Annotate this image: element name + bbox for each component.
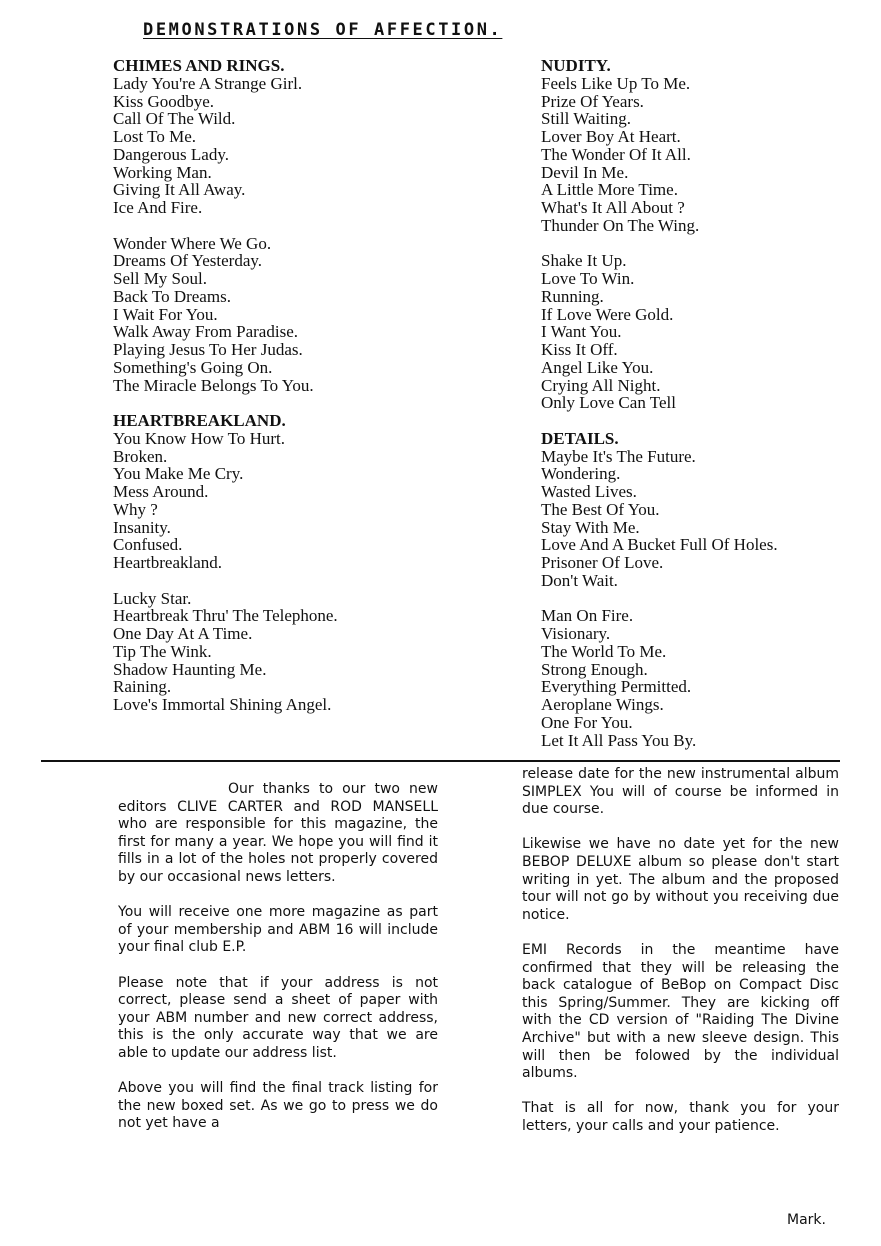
track-title: Back To Dreams. bbox=[113, 286, 231, 306]
track-title: Thunder On The Wing. bbox=[541, 215, 700, 235]
track-title: Heartbreakland. bbox=[113, 553, 223, 572]
section-divider bbox=[41, 760, 840, 762]
track-group bbox=[113, 235, 513, 395]
track-title: You Know How To Hurt. bbox=[113, 428, 285, 448]
track-title: A Little More Time. bbox=[541, 180, 678, 200]
track-title: Prisoner Of Love. bbox=[541, 553, 664, 572]
track-title: Kiss Goodbye. bbox=[113, 91, 215, 111]
letter-paragraph: Likewise we have no date yet for the new BEBOP DELUXE album so please don't start writing in yet. The album and the proposed tour will not go by without you receiving due notice. bbox=[522, 836, 839, 923]
track-title: Stay With Me. bbox=[541, 517, 640, 537]
track-title: Heartbreak Thru' The Telephone. bbox=[113, 606, 338, 626]
track-title: Lover Boy At Heart. bbox=[541, 127, 681, 146]
letter-paragraph: Please note that if your address is not correct, please send a sheet of paper with your ABM number and new correct address, this is the only accurate way that we are able to update our address list. bbox=[118, 974, 438, 1061]
track-title: Only Love Can Tell bbox=[541, 393, 676, 413]
track-title: Raining. bbox=[113, 677, 172, 697]
track-group bbox=[541, 607, 861, 749]
track-title: Giving It All Away. bbox=[113, 180, 246, 200]
track-title: Lost To Me. bbox=[113, 127, 197, 146]
track-title: Love's Immortal Shining Angel. bbox=[113, 695, 332, 714]
track-group bbox=[541, 252, 861, 412]
track-title: Prize Of Years. bbox=[541, 91, 644, 111]
track-title: Lucky Star. bbox=[113, 588, 192, 608]
track-title: Why ? bbox=[113, 499, 158, 519]
section-heading: HEARTBREAKLAND. bbox=[113, 411, 286, 430]
track-title: Strong Enough. bbox=[541, 659, 648, 679]
track-title: Working Man. bbox=[113, 162, 212, 182]
track-title: Love To Win. bbox=[541, 269, 635, 288]
track-group bbox=[113, 57, 513, 217]
page-title: DEMONSTRATIONS OF AFFECTION. bbox=[143, 20, 503, 40]
track-title: Visionary. bbox=[541, 624, 611, 643]
letter-paragraph: You will receive one more magazine as part of your membership and ABM 16 will include your final club E.P. bbox=[118, 904, 438, 956]
track-title: If Love Were Gold. bbox=[541, 304, 674, 324]
track-group bbox=[113, 412, 513, 572]
tracklist-left-column bbox=[113, 57, 513, 732]
track-title: The Miracle Belongs To You. bbox=[113, 375, 314, 395]
track-title: Mess Around. bbox=[113, 482, 209, 501]
track-title: I Want You. bbox=[541, 322, 622, 342]
track-group bbox=[113, 590, 513, 714]
track-title: Crying All Night. bbox=[541, 375, 661, 395]
track-title: The Wonder Of It All. bbox=[541, 144, 691, 164]
section-heading: CHIMES AND RINGS. bbox=[113, 56, 285, 75]
track-group bbox=[541, 57, 861, 235]
track-title: Insanity. bbox=[113, 517, 171, 537]
track-title: Playing Jesus To Her Judas. bbox=[113, 340, 303, 359]
track-title: Sell My Soul. bbox=[113, 269, 207, 288]
track-title: Tip The Wink. bbox=[113, 641, 212, 661]
track-title: Love And A Bucket Full Of Holes. bbox=[541, 535, 778, 555]
track-title: One Day At A Time. bbox=[113, 624, 253, 643]
track-title: Don't Wait. bbox=[541, 570, 618, 590]
track-title: Devil In Me. bbox=[541, 162, 629, 182]
letter-paragraph: release date for the new instrumental album SIMPLEX You will of course be informed in due course. bbox=[522, 766, 839, 818]
track-title: Maybe It's The Future. bbox=[541, 446, 696, 466]
letter-paragraph: That is all for now, thank you for your letters, your calls and your patience. bbox=[522, 1100, 839, 1134]
track-title: Angel Like You. bbox=[541, 357, 654, 377]
track-title: Ice And Fire. bbox=[113, 198, 203, 217]
letter-right-column bbox=[522, 766, 839, 1153]
letter-left-column bbox=[118, 781, 438, 1150]
signature: Mark. bbox=[787, 1212, 826, 1228]
track-title: Wonder Where We Go. bbox=[113, 233, 272, 253]
track-title: One For You. bbox=[541, 712, 633, 732]
track-title: Running. bbox=[541, 286, 604, 306]
letter-paragraph: Above you will find the final track listing for the new boxed set. As we go to press we do not yet have a bbox=[118, 1080, 438, 1132]
letter-paragraph: Our thanks to our two new editors CLIVE CARTER and ROD MANSELL who are responsible for this magazine, the first for many a year. We hope you will find it fills in a lot of the holes not properly covered by our occasional news letters. bbox=[118, 781, 438, 885]
track-title: Wondering. bbox=[541, 464, 621, 484]
section-heading: DETAILS. bbox=[541, 428, 619, 448]
track-title: Still Waiting. bbox=[541, 109, 631, 129]
track-title: Broken. bbox=[113, 446, 168, 466]
track-title: Walk Away From Paradise. bbox=[113, 322, 298, 342]
tracklist-right-column bbox=[541, 57, 861, 767]
letter-paragraph: EMI Records in the meantime have confirmed that they will be releasing the back catalogue of BeBop on Compact Disc this Spring/Summer. They are kicking off with the CD version of "Raiding The Divine Archive" but with a new sleeve design. This will then be folowed by the individual albums. bbox=[522, 941, 839, 1082]
track-title: Confused. bbox=[113, 535, 183, 555]
track-title: The Best Of You. bbox=[541, 499, 660, 519]
track-title: Call Of The Wild. bbox=[113, 109, 236, 129]
track-title: Wasted Lives. bbox=[541, 482, 637, 501]
track-title: Lady You're A Strange Girl. bbox=[113, 73, 303, 93]
section-heading: NUDITY. bbox=[541, 56, 611, 75]
track-title: The World To Me. bbox=[541, 641, 667, 661]
track-title: Man On Fire. bbox=[541, 606, 634, 626]
track-title: Dreams Of Yesterday. bbox=[113, 251, 263, 271]
track-title: Kiss It Off. bbox=[541, 340, 618, 359]
track-title: Aeroplane Wings. bbox=[541, 695, 664, 714]
track-title: Shake It Up. bbox=[541, 251, 627, 271]
track-title: Feels Like Up To Me. bbox=[541, 73, 691, 93]
track-title: Dangerous Lady. bbox=[113, 144, 229, 164]
track-title: Everything Permitted. bbox=[541, 677, 692, 697]
track-title: I Wait For You. bbox=[113, 304, 218, 324]
track-title: Let It All Pass You By. bbox=[541, 730, 697, 750]
track-title: You Make Me Cry. bbox=[113, 464, 244, 484]
track-group bbox=[541, 430, 861, 590]
track-title: Shadow Haunting Me. bbox=[113, 659, 267, 679]
track-title: Something's Going On. bbox=[113, 357, 273, 377]
track-title: What's It All About ? bbox=[541, 198, 685, 217]
